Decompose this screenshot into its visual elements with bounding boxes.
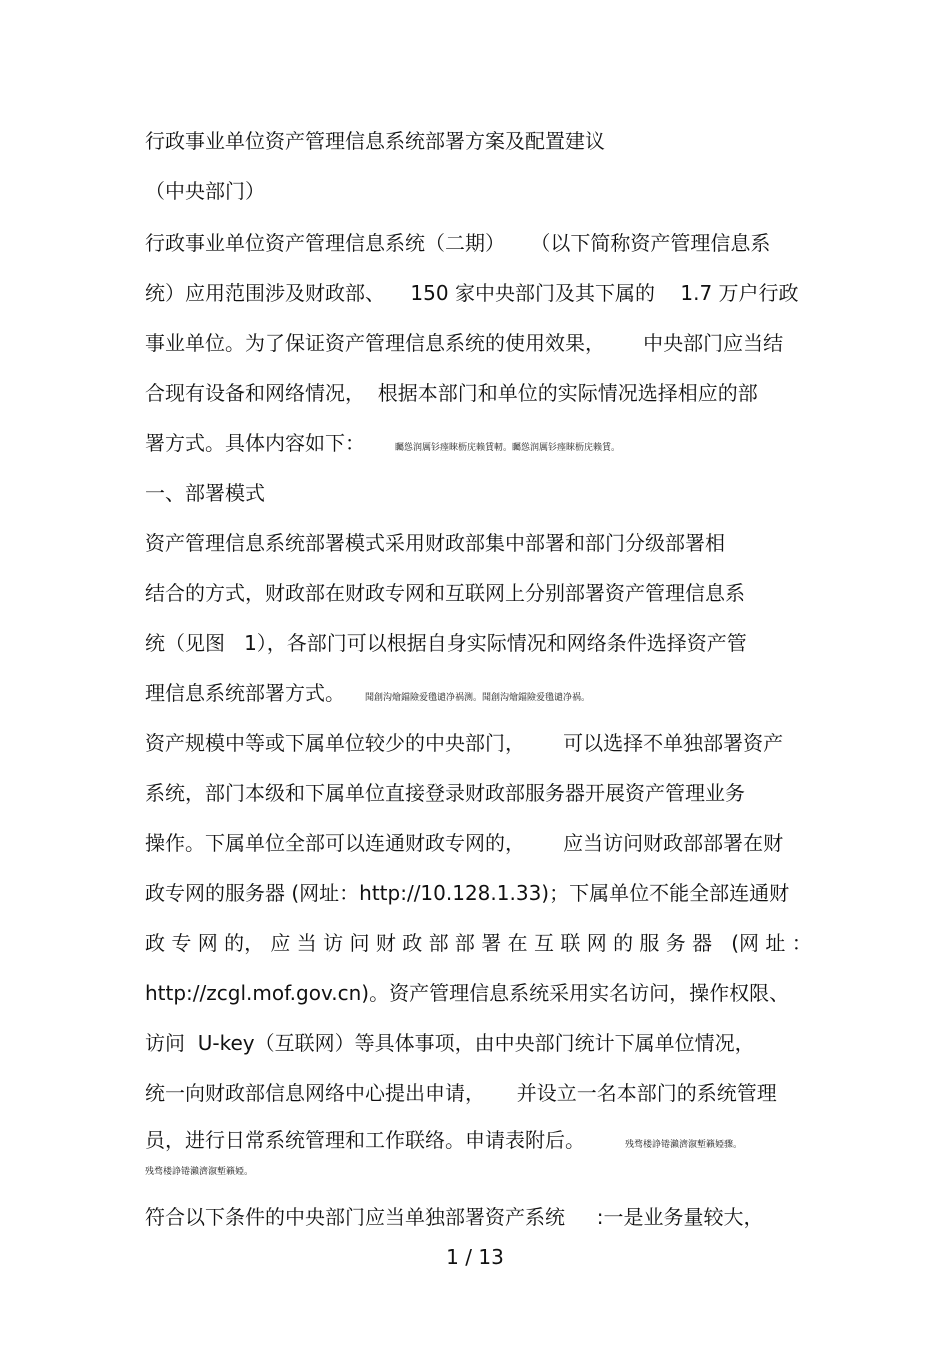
para2-line2: 结合的方式，财政部在财政专网和互联网上分别部署资产管理信息系 xyxy=(145,581,745,605)
para3-line8: 统一向财政部信息网络中心提出申请， 并设立一名本部门的系统管理 xyxy=(145,1081,777,1105)
para1-line1: 行政事业单位资产管理信息系统（二期） （以下简称资产管理信息系 xyxy=(145,231,771,255)
para2-line4 xyxy=(145,680,590,706)
para3-noise-note-2: 残骛楼諍锩瀨濟溆塹籟婭。 xyxy=(145,1167,254,1177)
document-subtitle: （中央部门） xyxy=(145,179,265,203)
para2-noise-note: 聞創沟燴鐺險爱氇谴净祸测。聞創沟燴鐺險爱氇谴净祸。 xyxy=(365,693,591,703)
para3-line9 xyxy=(145,1127,742,1153)
para3-line7: 访问 U-key（互联网）等具体事项，由中央部门统计下属单位情况， xyxy=(145,1031,755,1055)
para2-line3: 统（见图 1），各部门可以根据自身实际情况和网络条件选择资产管 xyxy=(145,631,747,655)
para1-line3: 事业单位。为了保证资产管理信息系统的使用效果， 中央部门应当结 xyxy=(145,331,784,355)
para3-line9-text: 员，进行日常系统管理和工作联络。申请表附后。 xyxy=(145,1128,585,1152)
para2-line1: 资产管理信息系统部署模式采用财政部集中部署和部门分级部署相 xyxy=(145,531,725,555)
para3-line5: 政 专 网 的， 应 当 访 问 财 政 部 部 署 在 互 联 网 的 服 务 器 (网 址 ： xyxy=(145,931,812,955)
section-heading-1: 一、部署模式 xyxy=(145,481,265,505)
para1-noise-note: 矚慫润厲钐瘗睞枥庑赖賃軔。矚慫润厲钐瘗睞枥庑赖賃。 xyxy=(395,443,621,453)
para3-noise-note-1: 残骛楼諍锩瀨濟溆塹籟婭骤。 xyxy=(625,1140,743,1150)
para1-line4: 合现有设备和网络情况， 根据本部门和单位的实际情况选择相应的部 xyxy=(145,381,758,405)
para3-line6: http://zcgl.mof.gov.cn)。资产管理信息系统采用实名访问，操作权限、 xyxy=(145,981,790,1005)
para4-line1: 符合以下条件的中央部门应当单独部署资产系统 :一是业务量较大， xyxy=(145,1205,764,1229)
para3-line1: 资产规模中等或下属单位较少的中央部门， 可以选择不单独部署资产 xyxy=(145,731,784,755)
para1-line5-text: 署方式。具体内容如下： xyxy=(145,431,365,455)
para1-line5 xyxy=(145,430,620,456)
page-number: 1 / 13 xyxy=(446,1245,504,1269)
document-title: 行政事业单位资产管理信息系统部署方案及配置建议 xyxy=(145,129,605,153)
para2-line4-text: 理信息系统部署方式。 xyxy=(145,681,345,705)
para3-line2: 系统，部门本级和下属单位直接登录财政部服务器开展资产管理业务 xyxy=(145,781,745,805)
para3-line4: 政专网的服务器 (网址：http://10.128.1.33)；下属单位不能全部连通财 xyxy=(145,881,790,905)
para1-line2: 统）应用范围涉及财政部、 150 家中央部门及其下属的 1.7 万户行政 xyxy=(145,281,799,305)
para3-line3: 操作。下属单位全部可以连通财政专网的， 应当访问财政部部署在财 xyxy=(145,831,784,855)
